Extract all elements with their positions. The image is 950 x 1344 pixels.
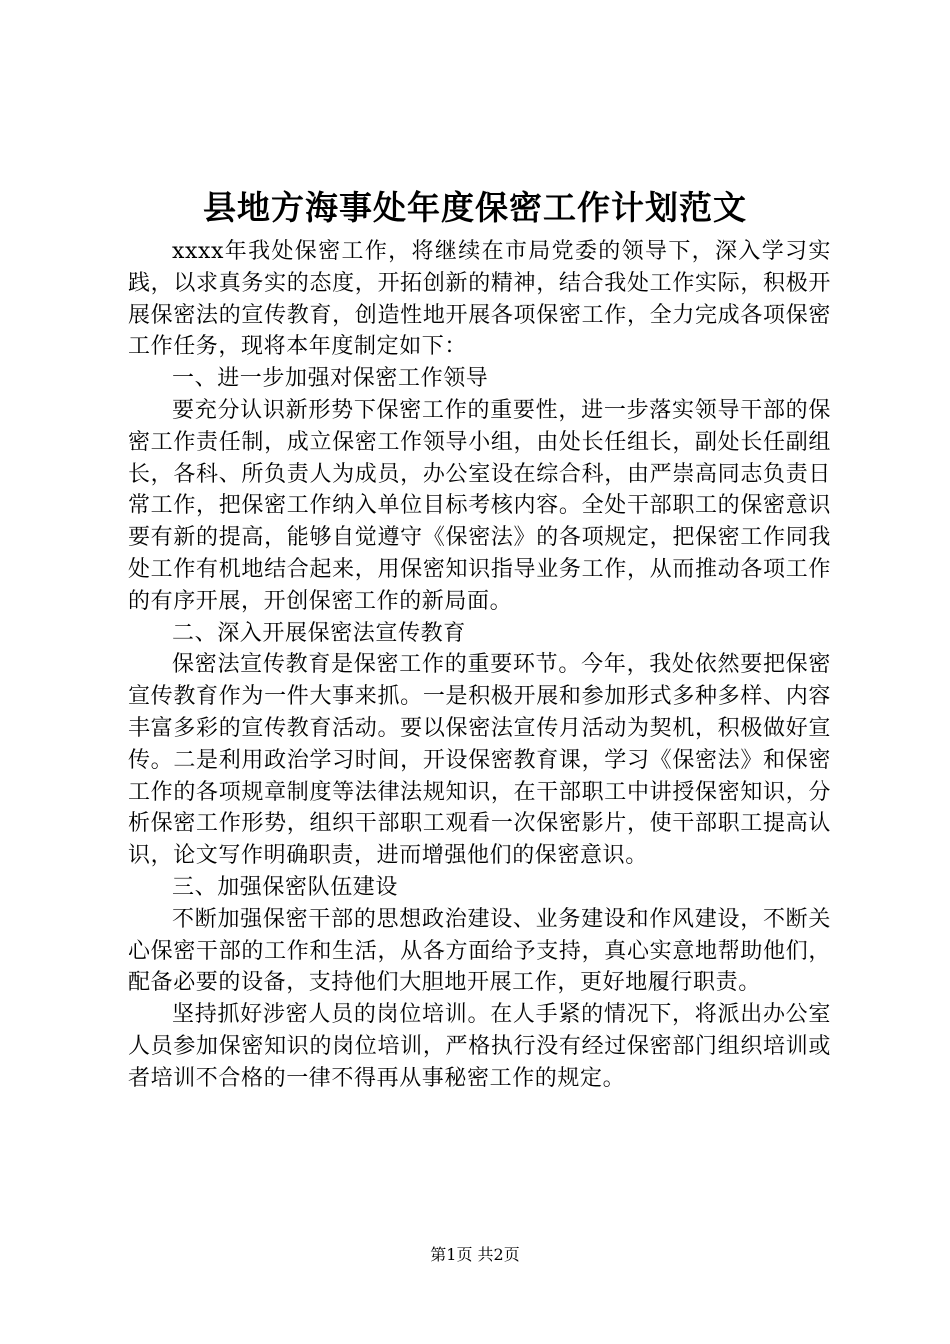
document-title: 县地方海事处年度保密工作计划范文 <box>203 188 747 227</box>
paragraph-intro: xxxx年我处保密工作，将继续在市局党委的领导下，深入学习实践，以求真务实的态度，开拓创新的精神，结合我处工作实际，积极开展保密法的宣传教育，创造性地开展各项保密工作，全力完成各项保密工作任务，现将本年度制定如下： <box>128 239 831 360</box>
paragraph: 保密法宣传教育是保密工作的重要环节。今年，我处依然要把保密宣传教育作为一件大事来抓。一是积极开展和参加形式多种多样、内容丰富多彩的宣传教育活动。要以保密法宣传月活动为契机，积极做好宣传。二是利用政治学习时间，开设保密教育课，学习《保密法》和保密工作的各项规章制度等法律法规知识，在干部职工中讲授保密知识，分析保密工作形势，组织干部职工观看一次保密影片，使干部职工提高认识，论文写作明确职责，进而增强他们的保密意识。 <box>128 652 831 869</box>
section-heading-1: 一、进一步加强对保密工作领导 <box>172 366 489 392</box>
document-body <box>128 236 831 1095</box>
paragraph: 坚持抓好涉密人员的岗位培训。在人手紧的情况下，将派出办公室人员参加保密知识的岗位培训，严格执行没有经过保密部门组织培训或者培训不合格的一律不得再从事秘密工作的规定。 <box>128 1002 831 1091</box>
section-heading-2: 二、深入开展保密法宣传教育 <box>172 620 466 646</box>
paragraph: 要充分认识新形势下保密工作的重要性，进一步落实领导干部的保密工作责任制，成立保密工作领导小组，由处长任组长，副处长任副组长，各科、所负责人为成员，办公室设在综合科，由严崇高同志负责日常工作，把保密工作纳入单位目标考核内容。全处干部职工的保密意识要有新的提高，能够自觉遵守《保密法》的各项规定，把保密工作同我处工作有机地结合起来，用保密知识指导业务工作，从而推动各项工作的有序开展，开创保密工作的新局面。 <box>128 397 831 614</box>
paragraph: 不断加强保密干部的思想政治建设、业务建设和作风建设，不断关心保密干部的工作和生活，从各方面给予支持，真心实意地帮助他们，配备必要的设备，支持他们大胆地开展工作，更好地履行职责。 <box>128 906 831 996</box>
section-heading-3: 三、加强保密队伍建设 <box>172 874 399 900</box>
page-number-footer: 第1页 共2页 <box>430 1245 520 1264</box>
